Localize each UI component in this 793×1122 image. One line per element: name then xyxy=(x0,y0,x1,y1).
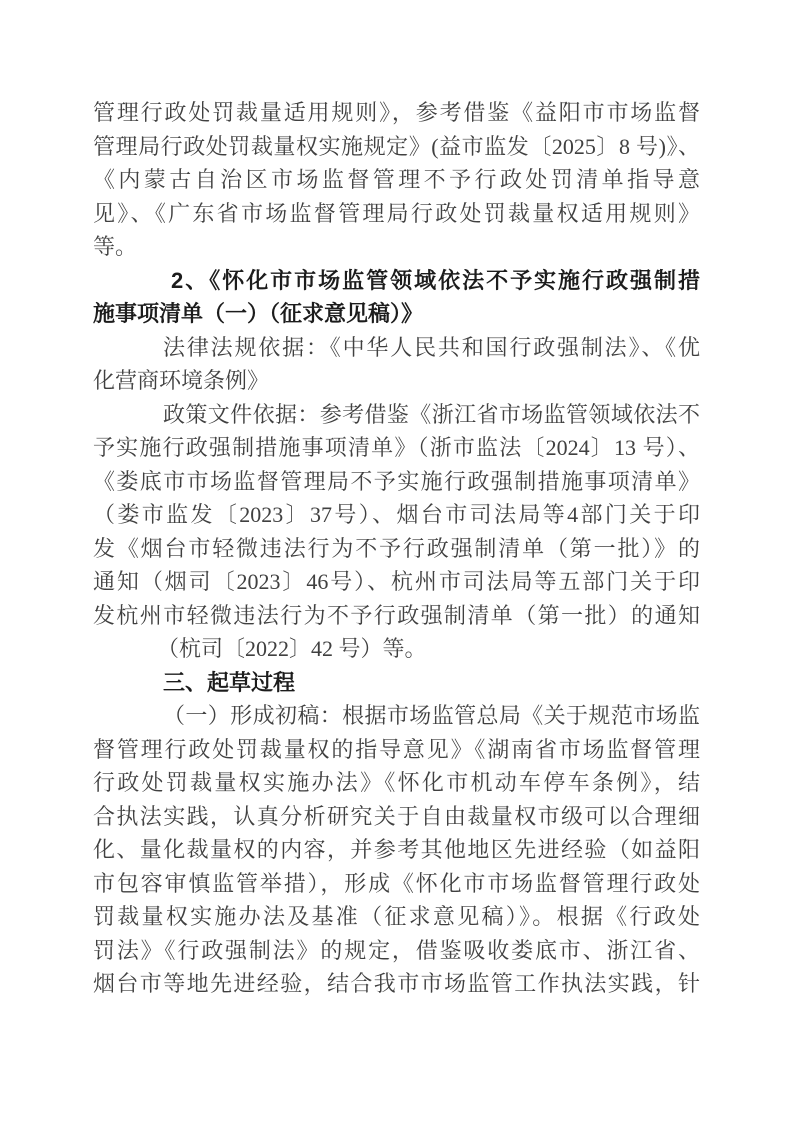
text-line: 予实施行政强制措施事项清单》（浙市监法〔2024〕13 号）、 xyxy=(93,435,700,460)
heading-line: 施事项清单（一）（征求意见稿）》 xyxy=(93,301,424,326)
text-line: （一）形成初稿：根据市场监管总局《关于规范市场监 xyxy=(163,703,700,728)
text-line: 通知（烟司〔2023〕46号）、杭州市司法局等五部门关于印 xyxy=(93,569,700,594)
text-line: 督管理行政处罚裁量权的指导意见》《湖南省市场监督管理 xyxy=(93,736,700,762)
text-line: （娄市监发〔2023〕37号）、烟台市司法局等4部门关于印 xyxy=(93,502,700,527)
document-body xyxy=(93,96,700,1001)
text-line: 发杭州市轻微违法行为不予行政强制清单（第一批）的通知 xyxy=(93,602,700,628)
text-line: 化、量化裁量权的内容，并参考其他地区先进经验（如益阳 xyxy=(93,837,700,862)
text-line: 行政处罚裁量权实施办法》《怀化市机动车停车条例》，结 xyxy=(93,770,700,795)
text-line: 罚裁量权实施办法及基准（征求意见稿）》。根据《行政处 xyxy=(93,904,700,929)
text-line: 政策文件依据：参考借鉴《浙江省市场监管领域依法不 xyxy=(163,401,700,427)
text-line: （杭司〔2022〕42 号）等。 xyxy=(157,636,427,661)
text-line: 合执法实践，认真分析研究关于自由裁量权市级可以合理细 xyxy=(93,803,700,829)
text-line: 法律法规依据：《中华人民共和国行政强制法》、《优 xyxy=(163,334,700,360)
heading-line: 三、起草过程 xyxy=(163,669,296,695)
text-line: 化营商环境条例》 xyxy=(93,368,270,393)
text-line: 发《烟台市轻微违法行为不予行政强制清单（第一批）》的 xyxy=(93,535,700,561)
text-line: 《娄底市市场监督管理局不予实施行政强制措施事项清单》 xyxy=(93,468,700,494)
text-line: 《内蒙古自治区市场监督管理不予行政处罚清单指导意 xyxy=(93,167,700,192)
heading-line: 2、《怀化市市场监管领域依法不予实施行政强制措 xyxy=(171,267,700,293)
text-line: 管理行政处罚裁量适用规则》，参考借鉴《益阳市市场监督 xyxy=(93,100,700,125)
text-line: 市包容审慎监管举措），形成《怀化市市场监督管理行政处 xyxy=(93,870,700,896)
text-line: 罚法》《行政强制法》的规定，借鉴吸收娄底市、浙江省、 xyxy=(93,937,700,963)
text-line: 见》、《广东省市场监督管理局行政处罚裁量权适用规则》 xyxy=(93,200,700,226)
text-line: 烟台市等地先进经验，结合我市市场监管工作执法实践，针 xyxy=(93,971,700,996)
text-line: 管理局行政处罚裁量权实施规定》(益市监发〔2025〕8 号)》、 xyxy=(93,133,700,159)
text-line: 等。 xyxy=(93,234,138,259)
